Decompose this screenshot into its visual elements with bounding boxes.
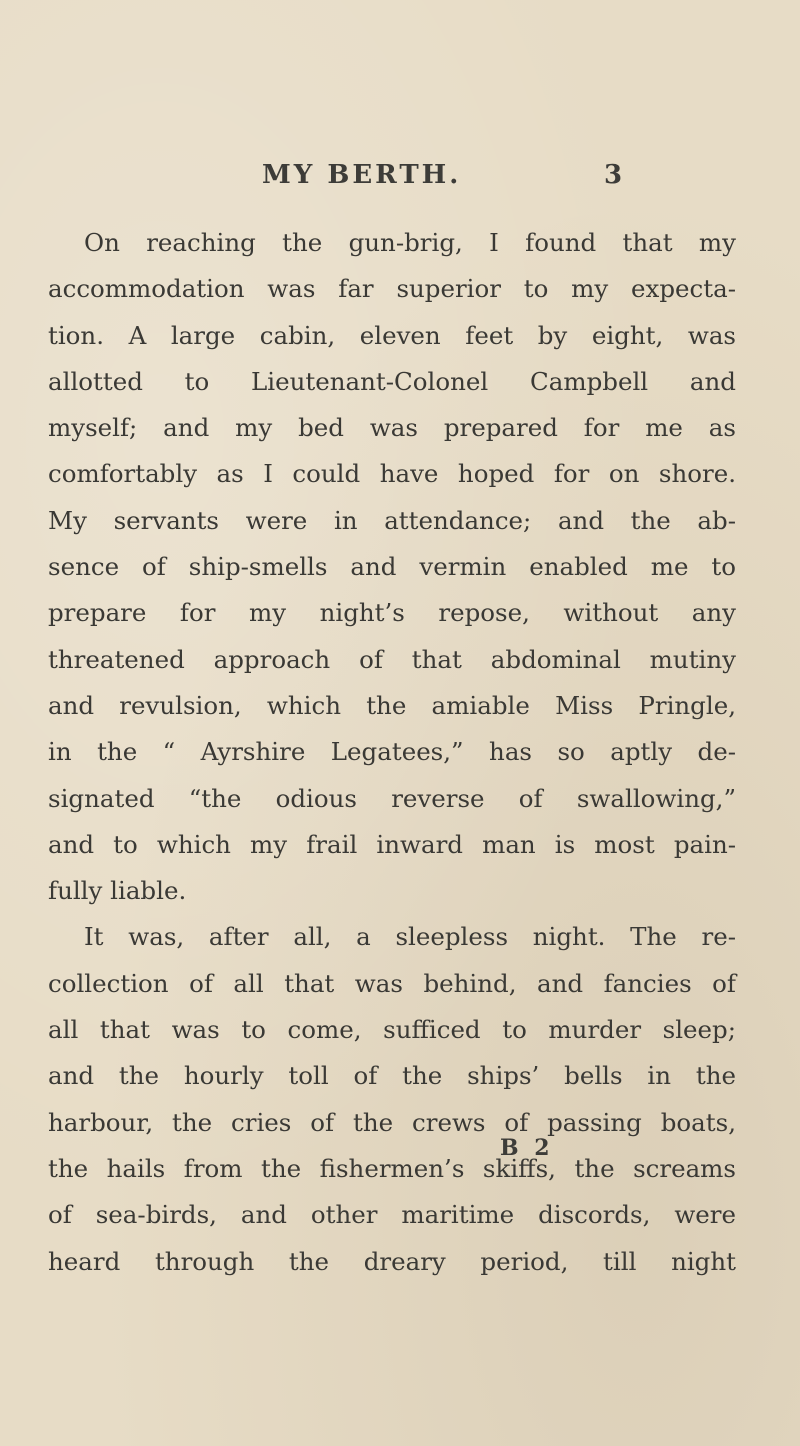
text-line: signated “the odious reverse of swallowing,”: [48, 783, 736, 813]
running-head: [0, 160, 800, 200]
text-line: all that was to come, sufficed to murder sleep;: [48, 1015, 736, 1045]
text-line: threatened approach of that abdominal mutiny: [48, 644, 736, 674]
text-line: sence of ship-smells and vermin enabled me to: [48, 552, 736, 582]
text-line: and the hourly toll of the ships’ bells in the: [48, 1061, 736, 1091]
text-line: accommodation was far superior to my expecta-: [48, 274, 736, 304]
text-line: and revulsion, which the amiable Miss Pringle,: [48, 690, 736, 720]
text-line: On reaching the gun-brig, I found that my: [84, 228, 736, 257]
text-line: prepare for my night’s repose, without any: [48, 598, 736, 628]
signature-mark: B 2: [500, 1135, 554, 1161]
text-line: It was, after all, a sleepless night. The re-: [84, 922, 736, 952]
running-title: MY BERTH.: [262, 160, 462, 190]
text-line: tion. A large cabin, eleven feet by eight, was: [48, 320, 736, 350]
text-line: of sea-birds, and other maritime discords, were: [48, 1200, 736, 1230]
text-line: the hails from the fishermen’s skiffs, the screams: [48, 1153, 736, 1183]
page-number: 3: [604, 160, 623, 190]
text-line: myself; and my bed was prepared for me as: [48, 413, 736, 443]
body-text: [48, 220, 736, 1285]
text-line: heard through the dreary period, till night: [48, 1246, 736, 1276]
text-line: collection of all that was behind, and fancies of: [48, 968, 736, 998]
text-line: allotted to Lieutenant-Colonel Campbell and: [48, 366, 736, 396]
text-line: and to which my frail inward man is most pain-: [48, 829, 736, 859]
text-line: fully liable.: [48, 876, 187, 906]
text-line: comfortably as I could have hoped for on shore.: [48, 459, 736, 489]
text-line: harbour, the cries of the crews of passing boats,: [48, 1107, 736, 1137]
text-line: My servants were in attendance; and the ab-: [48, 505, 736, 535]
text-line: in the “ Ayrshire Legatees,” has so aptly de-: [48, 737, 736, 767]
